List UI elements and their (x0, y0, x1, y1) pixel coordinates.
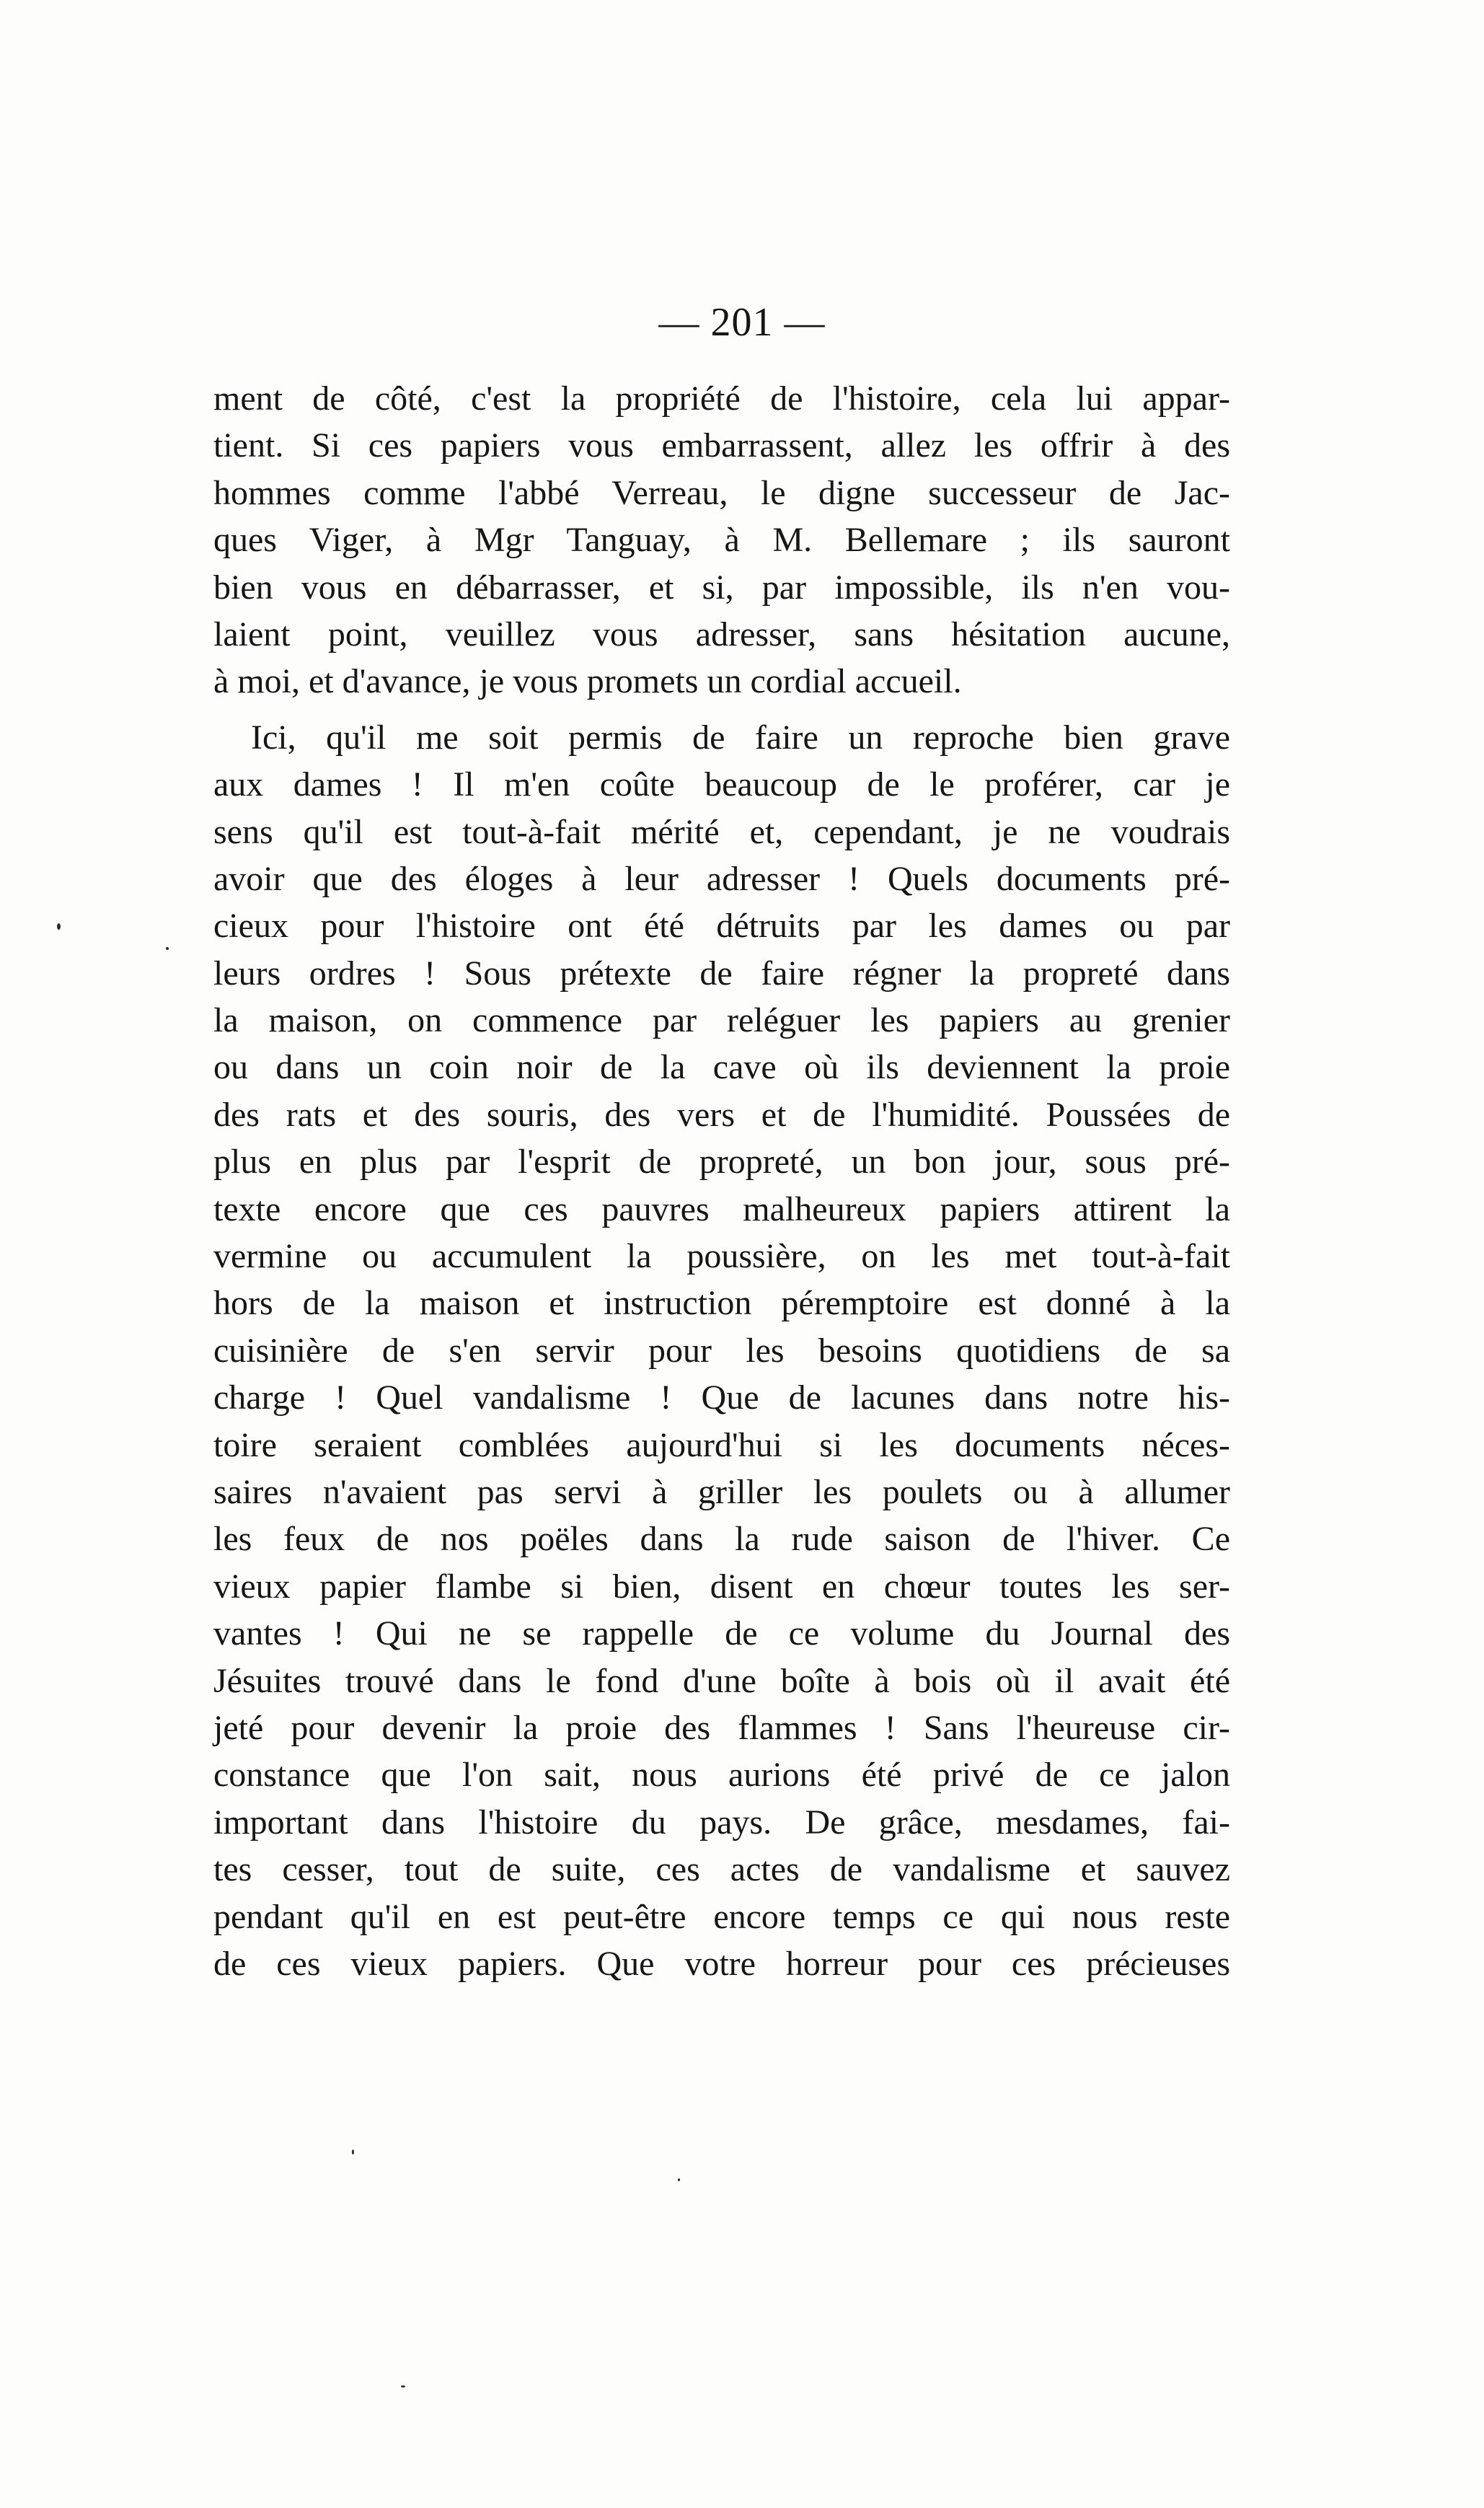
text-line: des rats et des souris, des vers et de l'humidité. Poussées de (213, 1095, 1230, 1134)
body-text (213, 375, 1230, 1987)
text-line: jeté pour devenir la proie des flammes ! Sans l'heureuse cir- (213, 1708, 1230, 1747)
text-line: vantes ! Qui ne se rappelle de ce volume du Journal des (213, 1614, 1230, 1653)
text-line: pendant qu'il en est peut-être encore temps ce qui nous reste (213, 1897, 1230, 1936)
text-line: tes cesser, tout de suite, ces actes de vandalisme et sauvez (213, 1850, 1230, 1889)
text-line: vermine ou accumulent la poussière, on les met tout-à-fait (213, 1237, 1230, 1276)
scan-speck (166, 947, 169, 950)
text-line: cieux pour l'histoire ont été détruits par les dames ou par (213, 907, 1230, 946)
text-line: hors de la maison et instruction péremptoire est donné à la (213, 1284, 1230, 1323)
paragraph-2 (213, 714, 1230, 1988)
text-line: Jésuites trouvé dans le fond d'une boîte à bois où il avait été (213, 1661, 1230, 1700)
text-line: hommes comme l'abbé Verreau, le digne successeur de Jac- (213, 473, 1230, 512)
text-line: ou dans un coin noir de la cave où ils deviennent la proie (213, 1048, 1230, 1087)
text-line: bien vous en débarrasser, et si, par impossible, ils n'en vou- (213, 568, 1230, 607)
text-line: constance que l'on sait, nous aurions été privé de ce jalon (213, 1756, 1230, 1795)
text-line: leurs ordres ! Sous prétexte de faire régner la propreté dans (213, 954, 1230, 993)
text-line: cuisinière de s'en servir pour les besoins quotidiens de sa (213, 1331, 1230, 1370)
text-line: à moi, et d'avance, je vous promets un cordial accueil. (213, 662, 962, 701)
text-line: tient. Si ces papiers vous embarrassent, allez les offrir à des (213, 426, 1230, 465)
scan-speck (678, 2178, 680, 2181)
text-line: Ici, qu'il me soit permis de faire un reproche bien grave (251, 718, 1230, 757)
text-line: ment de côté, c'est la propriété de l'histoire, cela lui appar- (213, 379, 1230, 418)
text-line: saires n'avaient pas servi à griller les poulets ou à allumer (213, 1472, 1230, 1511)
text-line: ques Viger, à Mgr Tanguay, à M. Bellemare ; ils sauront (213, 521, 1230, 560)
text-line: important dans l'histoire du pays. De grâce, mesdames, fai- (213, 1803, 1230, 1842)
text-line: les feux de nos poëles dans la rude saison de l'hiver. Ce (213, 1520, 1230, 1559)
text-line: charge ! Quel vandalisme ! Que de lacunes dans notre his- (213, 1378, 1230, 1417)
text-line: avoir que des éloges à leur adresser ! Quels documents pré- (213, 859, 1230, 898)
text-line: de ces vieux papiers. Que votre horreur pour ces précieuses (213, 1944, 1230, 1983)
text-line: vieux papier flambe si bien, disent en chœur toutes les ser- (213, 1567, 1230, 1606)
text-line: la maison, on commence par reléguer les papiers au grenier (213, 1001, 1230, 1040)
page-number: — 201 — (658, 300, 826, 345)
text-line: toire seraient comblées aujourd'hui si les documents néces- (213, 1425, 1230, 1464)
paragraph-gap (213, 705, 1230, 714)
text-line: laient point, veuillez vous adresser, sans hésitation aucune, (213, 615, 1230, 654)
text-line: aux dames ! Il m'en coûte beaucoup de le proférer, car je (213, 765, 1230, 804)
paragraph-1 (213, 375, 1230, 705)
scan-speck (401, 2385, 405, 2388)
text-line: sens qu'il est tout-à-fait mérité et, cependant, je ne voudrais (213, 812, 1230, 851)
scan-speck (57, 923, 61, 930)
text-line: texte encore que ces pauvres malheureux papiers attirent la (213, 1189, 1230, 1228)
scan-speck (352, 2150, 354, 2155)
text-line: plus en plus par l'esprit de propreté, un bon jour, sous pré- (213, 1143, 1230, 1182)
